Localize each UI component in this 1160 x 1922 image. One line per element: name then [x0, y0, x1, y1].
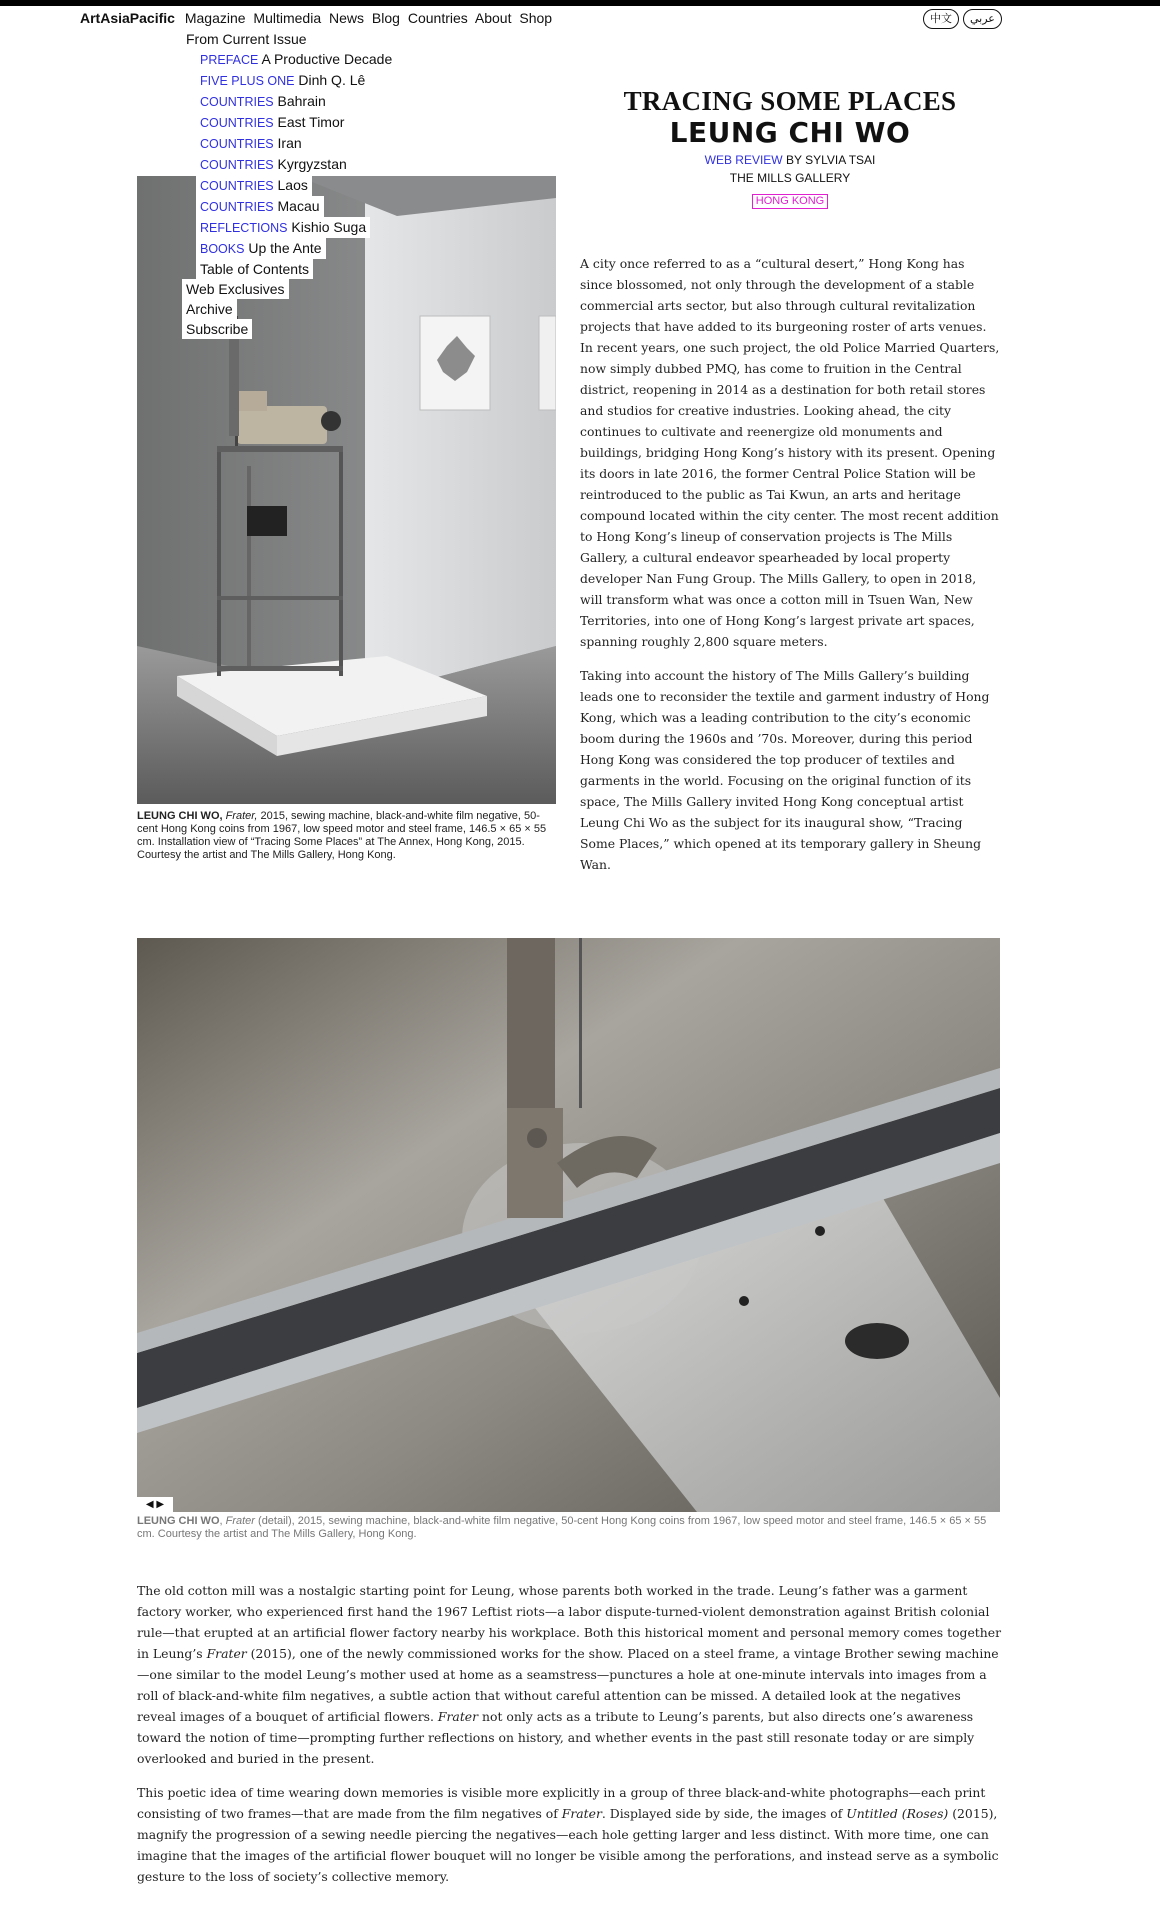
magazine-dropdown	[182, 29, 396, 339]
language-chinese-button[interactable]: 中文	[923, 9, 959, 29]
caption-work: Frater	[225, 1515, 255, 1527]
menu-title: Iran	[277, 135, 302, 151]
menu-issue-item[interactable]	[196, 217, 370, 238]
menu-issue-item[interactable]	[196, 49, 396, 70]
text-run: This poetic idea of time wearing down memories is visible more explicitly in a group of three black-and-white photographs—each print consisting of two frames—that are made from the film negatives of	[137, 1785, 986, 1821]
caption-sep: ,	[219, 1515, 226, 1527]
caption-details: (detail), 2015, sewing machine, black-and-white film negative, 50-cent Hong Kong coins from 1967, low speed motor and steel frame, 146.5 × 65 × 55 cm. Courtesy the artist and The Mills Gallery, Hong Kong.	[137, 1515, 987, 1540]
article-subject: LEUNG CHI WO	[669, 116, 911, 149]
artwork-title: Untitled (Roses)	[846, 1806, 949, 1821]
nav-magazine[interactable]: Magazine	[184, 10, 246, 26]
menu-web-exclusives[interactable]: Web Exclusives	[182, 279, 289, 299]
menu-kicker: COUNTRIES	[200, 137, 274, 151]
nav-shop[interactable]: Shop	[519, 10, 553, 26]
menu-issue-item[interactable]	[196, 238, 326, 259]
artwork-title: Frater	[437, 1709, 479, 1724]
paragraph: Taking into account the history of The Mills Gallery’s building leads one to reconsider the textile and garment industry of Hong Kong, which was a leading contribution to the city’s economic boom during the 1960s and ’70s. Moreover, during this period Hong Kong was considered the top producer of textiles and garments in the world. Focusing on the original function of its space, The Mills Gallery invited Hong Kong conceptual artist Leung Chi Wo as the subject for its inaugural show, “Tracing Some Places,” which opened at its temporary gallery in Sheung Wan.	[580, 668, 990, 872]
nav-countries[interactable]: Countries	[407, 10, 468, 26]
menu-title: Laos	[277, 177, 308, 193]
language-arabic-button[interactable]: عربي	[963, 9, 1002, 29]
menu-title: Kyrgyzstan	[277, 156, 347, 172]
text-run: . Displayed side by side, the images of	[601, 1806, 847, 1821]
nav-blog[interactable]: Blog	[371, 10, 400, 26]
menu-issue-item[interactable]	[196, 196, 324, 217]
paragraph	[137, 1580, 1003, 1769]
photo2-caption	[137, 1515, 1007, 1541]
paragraph	[137, 1782, 1003, 1887]
menu-title: Up the Ante	[248, 240, 322, 256]
detail-photo	[137, 938, 1000, 1512]
caption-artist: LEUNG CHI WO	[137, 1515, 220, 1527]
menu-kicker: BOOKS	[200, 242, 245, 256]
menu-issue-item[interactable]	[196, 91, 330, 112]
article-column	[580, 253, 1000, 888]
paragraph: A city once referred to as a “cultural desert,” Hong Kong has since blossomed, not only through the development of a stable commercial arts sector, but also through cultural revitalization projects that have added to its burgeoning roster of arts venues. In recent years, one such project, the old Police Married Quarters, now simply dubbed PMQ, has come to fruition in the Central district, reopening in 2014 as a destination for both retail stores and studios for creative industries. Looking ahead, the city continues to cultivate and reenergize old monuments and buildings, bridging Hong Kong’s history with its present. Opening its doors in late 2016, the former Central Police Station will be reintroduced to the public as Tai Kwun, an arts and heritage compound located within the city center. The most recent addition to Hong Kong’s lineup of conservation projects is The Mills Gallery, a cultural endeavor spearheaded by local property developer Nan Fung Group. The Mills Gallery, to open in 2018, will transform what was once a cotton mill in Tsuen Wan, New Territories, into one of Hong Kong’s largest private art spaces, spanning roughly 2,800 square meters.	[580, 256, 1000, 649]
gallery-nav	[137, 1497, 173, 1512]
artwork-title: Frater	[561, 1806, 602, 1821]
menu-issue-item[interactable]	[196, 133, 306, 154]
text-run: The old cotton mill was a nostalgic starting point for Leung, whose parents both worked in the trade. Leung’s father was a garment factory worker, who experienced first hand the 1967 Leftist riots—a labor dispute-turned-violent demonstration against British colonial rule—that erupted at an artificial flower factory nearby his workplace. Both this historical moment and personal memory comes together in Leung’s	[137, 1583, 1002, 1661]
nav-news[interactable]: News	[329, 10, 365, 26]
menu-from-current-issue[interactable]: From Current Issue	[182, 29, 311, 49]
author: BY SYLVIA TSAI	[782, 153, 876, 167]
menu-kicker: COUNTRIES	[200, 158, 274, 172]
text-run: (2015), one of the newly commissioned works for the show. Placed on a steel frame, a vintage Brother sewing machine—one similar to the model Leung’s mother used at home as a seamstress—punctures a hole at one-minute intervals into images from a roll of black-and-white film negatives, a subtle action that without careful attention can be missed. A detailed look at the negatives reveal images of a bouquet of artificial flowers.	[137, 1646, 999, 1724]
site-logo[interactable]: ArtAsiaPacific	[80, 10, 175, 26]
menu-kicker: COUNTRIES	[200, 116, 274, 130]
menu-title: Bahrain	[277, 93, 326, 109]
menu-title: Dinh Q. Lê	[298, 72, 366, 88]
menu-subscribe[interactable]: Subscribe	[182, 319, 252, 339]
menu-title: A Productive Decade	[261, 51, 393, 67]
menu-kicker: REFLECTIONS	[200, 221, 288, 235]
menu-kicker: FIVE PLUS ONE	[200, 74, 295, 88]
nav-multimedia[interactable]: Multimedia	[253, 10, 322, 26]
menu-kicker: COUNTRIES	[200, 179, 274, 193]
section-link[interactable]: WEB REVIEW	[704, 153, 783, 167]
menu-table-of-contents[interactable]: Table of Contents	[196, 259, 313, 279]
menu-issue-item[interactable]	[196, 70, 369, 91]
caption-work: Frater,	[225, 810, 258, 822]
nav-about[interactable]: About	[474, 10, 512, 26]
text-run: not only acts as a tribute to Leung’s parents, but also directs one’s awareness toward the notion of time—prompting further reflections on history, and whether events in the past still resonate today or are simply overlooked and buried in the present.	[137, 1709, 975, 1766]
menu-title: East Timor	[277, 114, 345, 130]
caption-details: 2015, sewing machine, black-and-white film negative, 50-cent Hong Kong coins from 1967, low speed motor and steel frame, 146.5 × 65 × 55 cm. Installation view of “Tracing Some Places” at The Annex, Hong Kong, 2015. Courtesy the artist and The Mills Gallery, Hong Kong.	[137, 810, 547, 861]
top-black-bar	[0, 0, 1160, 6]
menu-title: Macau	[277, 198, 320, 214]
venue: THE MILLS GALLERY	[729, 171, 851, 185]
article-continued	[137, 1580, 1003, 1900]
artwork-title: Frater	[206, 1646, 247, 1661]
caption-artist: LEUNG CHI WO,	[137, 810, 223, 822]
menu-issue-item[interactable]	[196, 112, 348, 133]
article-title: TRACING SOME PLACES	[623, 86, 957, 116]
article-header	[580, 86, 1000, 209]
menu-issue-item[interactable]	[196, 175, 312, 196]
menu-kicker: PREFACE	[200, 53, 259, 67]
next-arrow-icon[interactable]: ▶	[156, 1499, 165, 1510]
prev-arrow-icon[interactable]: ◀	[145, 1499, 154, 1510]
photo1-caption	[137, 810, 557, 862]
text-run: (2015), magnify the progression of a sewing needle piercing the negatives—each hole getting larger and less distinct. With more time, one can imagine that the images of the artificial flower bouquet will no longer be visible among the perforations, and instead serve as a symbolic gesture to the loss of society’s collective memory.	[137, 1806, 999, 1884]
menu-archive[interactable]: Archive	[182, 299, 237, 319]
menu-title: Kishio Suga	[291, 219, 367, 235]
byline	[580, 152, 1000, 168]
menu-issue-item[interactable]	[196, 154, 351, 175]
menu-kicker: COUNTRIES	[200, 95, 274, 109]
location-tag[interactable]: HONG KONG	[752, 194, 828, 209]
main-nav	[80, 9, 556, 27]
menu-kicker: COUNTRIES	[200, 200, 274, 214]
